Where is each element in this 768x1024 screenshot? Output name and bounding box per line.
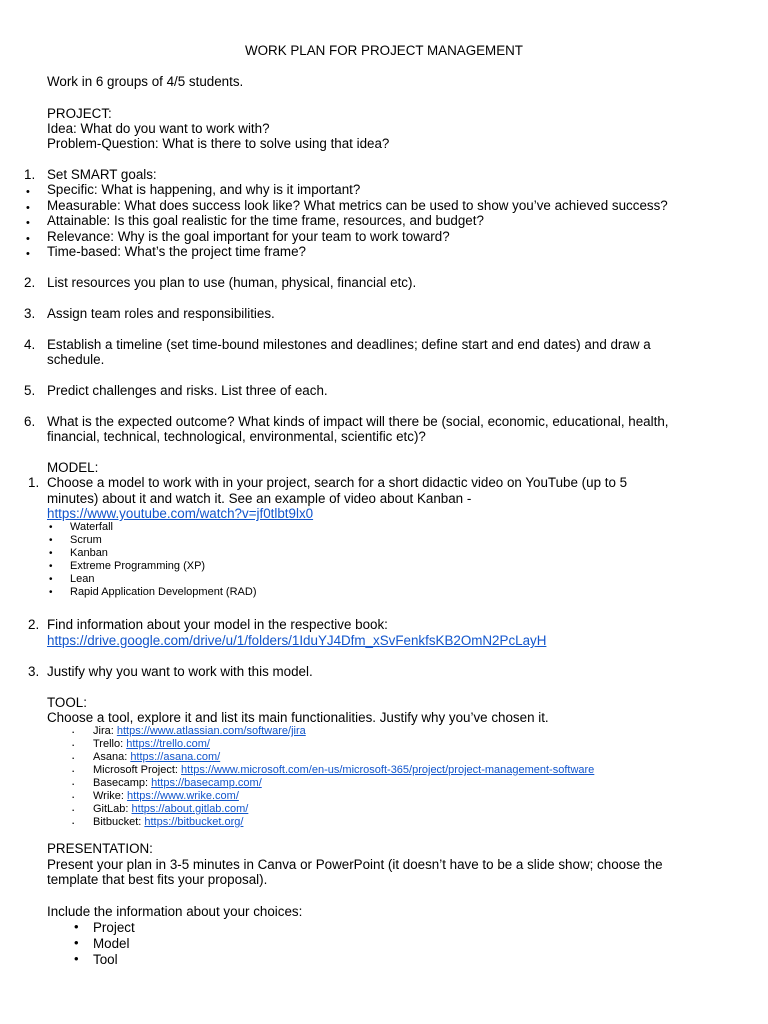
smart-item: Specific: What is happening, and why is it important? xyxy=(47,182,361,197)
drive-link[interactable]: https://drive.google.com/drive/u/1/folders/1IduYJ4Dfm_xSvFenkfsKB2OmN2PcLayH xyxy=(47,633,547,648)
bullet-icon xyxy=(74,935,79,951)
model-item-text: Choose a model to work with in your project, search for a short didactic video on YouTube (up to 5 xyxy=(47,475,628,490)
bullet-icon xyxy=(26,214,30,231)
tool-item xyxy=(93,738,210,751)
document-title: WORK PLAN FOR PROJECT MANAGEMENT xyxy=(244,43,523,58)
bullet-icon xyxy=(49,547,53,560)
project-heading: PROJECT: xyxy=(47,106,112,121)
bullet-icon xyxy=(49,586,53,599)
smart-item: Relevance: Why is the goal important for your team to work toward? xyxy=(47,229,450,244)
model-item-number: 2. xyxy=(28,617,40,632)
include-item: Tool xyxy=(93,952,118,967)
tool-item xyxy=(93,751,220,764)
tool-item xyxy=(93,777,262,790)
bullet-icon xyxy=(26,245,30,262)
step-text: Establish a timeline (set time-bound milestones and deadlines; define start and end dates) and draw a xyxy=(47,337,651,352)
presentation-text: Present your plan in 3-5 minutes in Canva or PowerPoint (it doesn’t have to be a slide show; choose the xyxy=(47,857,663,872)
model-item-number: 3. xyxy=(28,664,40,679)
tool-name: Microsoft Project: xyxy=(93,764,178,776)
model-heading: MODEL: xyxy=(47,460,99,475)
tool-link[interactable]: https://bitbucket.org/ xyxy=(144,816,244,828)
tool-item xyxy=(93,790,239,803)
step-text-continued: schedule. xyxy=(47,352,105,367)
tool-link[interactable]: https://asana.com/ xyxy=(130,751,221,763)
tool-link[interactable]: https://trello.com/ xyxy=(126,738,210,750)
model-option: Lean xyxy=(70,573,95,585)
tool-name: Asana: xyxy=(93,751,128,763)
bullet-icon xyxy=(49,521,53,534)
step-text: What is the expected outcome? What kinds of impact will there be (social, economic, educational, health, xyxy=(47,414,669,429)
bullet-icon xyxy=(49,560,53,573)
model-item-text-continued: minutes) about it and watch it. See an example of video about Kanban - xyxy=(47,491,472,506)
presentation-heading: PRESENTATION: xyxy=(47,841,153,856)
tool-name: Jira: xyxy=(93,725,114,737)
presentation-text-continued: template that best fits your proposal). xyxy=(47,872,268,887)
tool-name: Wrike: xyxy=(93,790,124,802)
step-number: 2. xyxy=(24,275,36,290)
tool-name: Basecamp: xyxy=(93,777,149,789)
step-text: List resources you plan to use (human, physical, financial etc). xyxy=(47,275,417,290)
tool-name: GitLab: xyxy=(93,803,129,815)
tool-link[interactable]: https://basecamp.com/ xyxy=(151,777,262,789)
bullet-icon xyxy=(49,534,53,547)
youtube-link[interactable]: https://www.youtube.com/watch?v=jf0tlbt9lx0 xyxy=(47,506,314,521)
step-number: 3. xyxy=(24,306,36,321)
step-number: 4. xyxy=(24,337,36,352)
model-option: Waterfall xyxy=(70,521,113,533)
bullet-icon xyxy=(26,183,30,200)
model-item-text: Find information about your model in the respective book: xyxy=(47,617,388,632)
tool-heading: TOOL: xyxy=(47,695,87,710)
tool-item xyxy=(93,725,306,738)
tool-link[interactable]: https://www.wrike.com/ xyxy=(127,790,239,802)
bullet-icon xyxy=(49,573,53,586)
include-item: Model xyxy=(93,936,130,951)
tool-name: Trello: xyxy=(93,738,124,750)
tool-item xyxy=(93,803,248,816)
model-option: Extreme Programming (XP) xyxy=(70,560,206,572)
bullet-icon xyxy=(74,951,79,967)
intro-text: Work in 6 groups of 4/5 students. xyxy=(47,74,244,89)
project-problem: Problem-Question: What is there to solve using that idea? xyxy=(47,136,390,151)
step-text: Set SMART goals: xyxy=(47,167,157,182)
step-text-continued: financial, technical, technological, environmental, scientific etc)? xyxy=(47,429,426,444)
model-option: Scrum xyxy=(70,534,102,546)
tool-item xyxy=(93,764,594,777)
step-text: Predict challenges and risks. List three of each. xyxy=(47,383,328,398)
model-option: Rapid Application Development (RAD) xyxy=(70,586,257,598)
tool-link[interactable]: https://about.gitlab.com/ xyxy=(131,803,249,815)
tool-item xyxy=(93,816,243,829)
tool-name: Bitbucket: xyxy=(93,816,142,828)
step-number: 1. xyxy=(24,167,36,182)
smart-item: Measurable: What does success look like? What metrics can be used to show you’ve achieved success? xyxy=(47,198,668,213)
model-option: Kanban xyxy=(70,547,108,559)
tool-link[interactable]: https://www.atlassian.com/software/jira xyxy=(116,725,306,737)
tool-text: Choose a tool, explore it and list its main functionalities. Justify why you’ve chosen it. xyxy=(47,710,549,725)
bullet-icon xyxy=(74,919,79,935)
include-item: Project xyxy=(93,920,135,935)
smart-item: Attainable: Is this goal realistic for the time frame, resources, and budget? xyxy=(47,213,484,228)
include-text: Include the information about your choices: xyxy=(47,904,303,919)
step-number: 6. xyxy=(24,414,36,429)
tool-link[interactable]: https://www.microsoft.com/en-us/microsoft-365/project/project-management-software xyxy=(181,764,595,776)
model-item-number: 1. xyxy=(28,475,40,490)
step-number: 5. xyxy=(24,383,36,398)
step-text: Assign team roles and responsibilities. xyxy=(47,306,275,321)
smart-item: Time-based: What’s the project time frame? xyxy=(47,244,306,259)
model-item-text: Justify why you want to work with this model. xyxy=(47,664,313,679)
bullet-icon xyxy=(71,816,75,831)
project-idea: Idea: What do you want to work with? xyxy=(47,121,270,136)
